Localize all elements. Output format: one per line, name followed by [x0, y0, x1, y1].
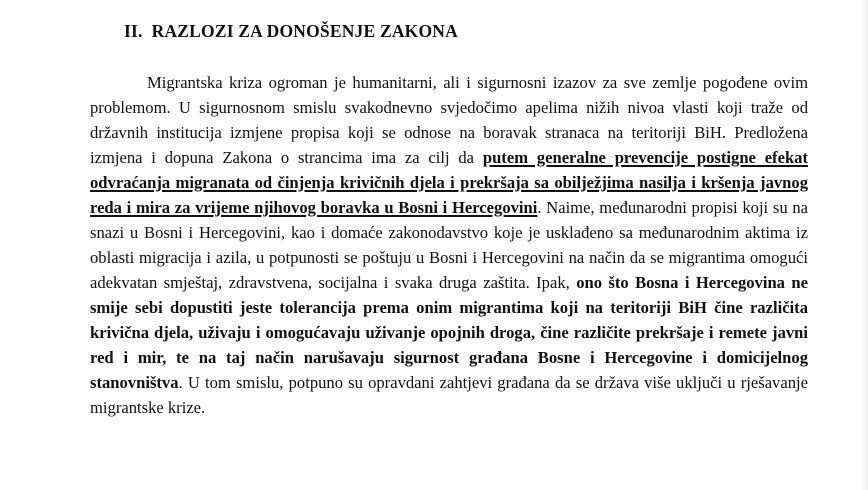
paragraph-emphasis-bold: ono što Bosna i Hercegovina ne smije sebi dopustiti jeste tolerancija prema onim migrantima koji na teritoriji BiH čine različita krivična djela, uživaju i omogućavaju uživanje opojnih droga, čine različite prekršaje i remete javni red i mir, te na taj način narušavaju sigurnost građana Bosne i Hercegovine i domicijelnog stanovništva	[90, 273, 808, 392]
section-title: RAZLOZI ZA DONOŠENJE ZAKONA	[151, 21, 458, 41]
paragraph-emphasis-underlined: putem generalne prevencije postigne efekat odvraćanja migranata od činjenja krivičnih djela i prekršaja sa obilježjima nasilja i kršenja javnog reda i mira za vrijeme njihovog boravka u Bosni i Hercegovini	[90, 148, 808, 217]
section-heading	[124, 21, 458, 42]
body-paragraph	[90, 70, 808, 420]
paragraph-text-intro: Migrantska kriza ogroman je humanitarni, ali i sigurnosni izazov za sve zemlje pogođene ovim problemom. U sigurnosnom smislu svakodnevno svjedočimo apelima nižih nivoa vlasti koji traže od državnih institucija izmjene propisa koji se odnose na boravak stranaca na teritoriji BiH. Predložena izmjena i dopuna Zakona o strancima ima za cilj da	[90, 73, 808, 167]
paragraph-text-closing: . U tom smislu, potpuno su opravdani zahtjevi građana da se država više uključi u rješavanje migrantske krize.	[90, 373, 808, 417]
paragraph-text-middle: . Naime, međunarodni propisi koji su na snazi u Bosni i Hercegovini, kao i domaće zakonodavstvo koje je usklađeno sa međunarodnim aktima iz oblasti migracija i azila, u potpunosti se poštuju u Bosni i Hercegovini na način da se migrantima omogući adekvatan smještaj, zdravstvena, socijalna i svaka druga zaštita. Ipak,	[90, 198, 808, 292]
section-number: II.	[124, 21, 143, 41]
page-edge-shadow	[858, 0, 868, 490]
